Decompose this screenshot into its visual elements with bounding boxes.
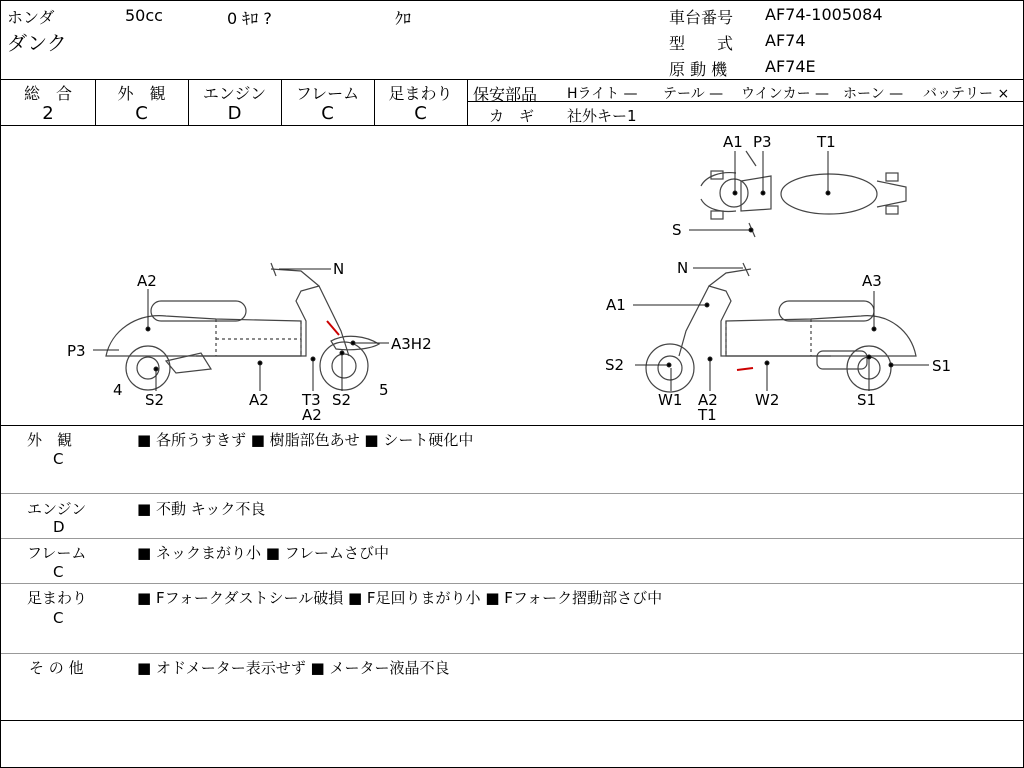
remark-category: エンジン xyxy=(27,500,87,518)
grade-value-engine: D xyxy=(227,103,242,124)
divider xyxy=(467,79,468,125)
diagram-label: T1 xyxy=(817,133,836,151)
remark-grade: C xyxy=(53,450,64,468)
remark-items: ■ 不動 キック不良 xyxy=(137,500,266,518)
divider xyxy=(1,720,1023,721)
diagram-label: S1 xyxy=(932,357,952,375)
remark-grade: D xyxy=(53,518,65,536)
maker: ホンダ xyxy=(7,8,55,27)
diagram-label: N xyxy=(677,259,689,277)
grade-value-overall: 2 xyxy=(42,103,54,124)
diagram-label: S2 xyxy=(145,391,165,409)
divider xyxy=(1,583,1023,584)
diagram-label: N xyxy=(333,260,345,278)
diagram-label: A2 xyxy=(137,272,157,290)
remark-grade: C xyxy=(53,563,64,581)
grade-value-suspension: C xyxy=(414,103,427,124)
diagram-label: A1 xyxy=(723,133,743,151)
color: ｸﾛ xyxy=(395,9,412,28)
diagram-label: P3 xyxy=(67,342,86,360)
safety-taillight: テール — xyxy=(663,86,724,102)
diagram-label: T1 xyxy=(698,406,717,424)
top-view-scooter xyxy=(701,151,906,237)
model-name: ダンク xyxy=(7,31,67,55)
safety-battery: バッテリー × xyxy=(923,86,1010,102)
type: AF74 xyxy=(765,31,806,50)
diagram-label: S2 xyxy=(332,391,352,409)
damage-mark xyxy=(737,368,753,370)
diagram-label: A2 xyxy=(698,391,718,409)
safety-title: 保安部品 xyxy=(473,85,538,104)
remark-category: そ の 他 xyxy=(29,659,84,677)
divider xyxy=(1,493,1023,494)
grade-value-frame: C xyxy=(321,103,334,124)
divider xyxy=(1,79,1023,80)
remark-category: 外 観 xyxy=(27,431,73,449)
diagram-label: A1 xyxy=(606,296,626,314)
displacement: 50cc xyxy=(125,6,163,25)
diagram-label: P3 xyxy=(753,133,772,151)
type-label: 型 式 xyxy=(669,34,734,53)
key-label: カ ギ xyxy=(489,107,535,125)
diagram-label: W1 xyxy=(658,391,683,409)
diagram-label: S2 xyxy=(605,356,625,374)
diagram-label: A3H2 xyxy=(391,335,432,353)
remark-items: ■ オドメーター表示せず ■ メーター液晶不良 xyxy=(137,659,450,677)
remark-items: ■ 各所うすきず ■ 樹脂部色あせ ■ シート硬化中 xyxy=(137,431,474,449)
diagram-label: A3 xyxy=(862,272,882,290)
diagram-label: T3 xyxy=(302,391,321,409)
remark-items: ■ ネックまがり小 ■ フレームさび中 xyxy=(137,544,390,562)
grade-label-frame: フレーム xyxy=(295,84,360,103)
divider xyxy=(1,653,1023,654)
divider xyxy=(1,425,1023,426)
diagram-label: A2 xyxy=(302,406,322,424)
grade-label-overall: 総 合 xyxy=(23,84,72,103)
diagram-label: 4 xyxy=(113,381,123,399)
grade-label-exterior: 外 観 xyxy=(117,84,166,103)
diagram-label: A2 xyxy=(249,391,269,409)
grade-value-exterior: C xyxy=(135,103,148,124)
remark-items: ■ Fフォークダストシール破損 ■ F足回りまがり小 ■ Fフォーク摺動部さび中 xyxy=(137,589,663,607)
grade-label-suspension: 足まわり xyxy=(388,84,453,103)
remark-category: フレーム xyxy=(27,544,87,562)
diagram-label: S1 xyxy=(857,391,877,409)
diagram-label: S xyxy=(672,221,682,239)
frame-no: AF74-1005084 xyxy=(765,5,883,24)
safety-horn: ホーン — xyxy=(843,86,904,102)
diagram-label: 5 xyxy=(379,381,389,399)
safety-winker: ウインカー — xyxy=(741,86,830,102)
mileage: 0 ｷﾛ ? xyxy=(227,9,272,28)
key-value: 社外キー1 xyxy=(567,107,637,125)
remark-grade: C xyxy=(53,609,64,627)
engine: AF74E xyxy=(765,57,816,76)
safety-headlight: Hライト — xyxy=(567,86,638,102)
divider xyxy=(1,538,1023,539)
frame-no-label: 車台番号 xyxy=(669,8,734,27)
grade-label-engine: エンジン xyxy=(202,84,267,103)
remark-category: 足まわり xyxy=(27,589,88,607)
scooter-diagram xyxy=(1,126,1023,424)
diagram-label: W2 xyxy=(755,391,780,409)
engine-label: 原 動 機 xyxy=(669,60,728,79)
